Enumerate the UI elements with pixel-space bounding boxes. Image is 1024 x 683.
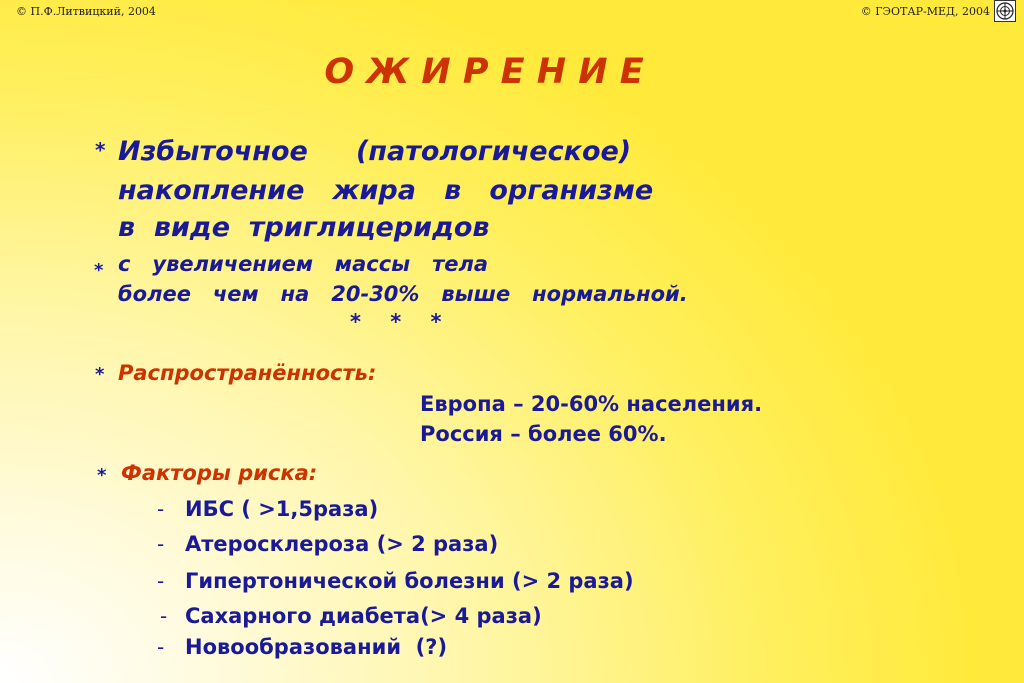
definition-line1-a: Избыточное <box>118 136 308 167</box>
copyright-right: © ГЭОТАР-МЕД, 2004 <box>860 5 990 18</box>
definition-line2: накопление жира в организме <box>118 175 654 206</box>
risk-item-atherosclerosis: Атеросклероза (> 2 раза) <box>185 532 499 556</box>
publisher-logo-icon <box>994 0 1016 22</box>
prevalence-europe: Европа – 20-60% населения. <box>420 392 763 416</box>
prevalence-heading: Распространённость: <box>118 361 377 385</box>
definition-line3: в виде триглицеридов <box>118 212 490 243</box>
slide-title: О Ж И Р Е Н И Е <box>324 52 644 92</box>
risk-item-neoplasms: Новообразований (?) <box>185 635 448 659</box>
bullet-star: * <box>94 260 104 281</box>
risk-heading: Факторы риска: <box>121 461 318 485</box>
risk-item-hypertension: Гипертонической болезни (> 2 раза) <box>185 569 634 593</box>
risk-item-dash: - <box>157 635 165 659</box>
bullet-star: * <box>97 465 107 486</box>
bullet-star: * <box>95 138 106 162</box>
weight-line2: более чем на 20-30% выше нормальной. <box>118 282 688 306</box>
section-divider-stars: * * * <box>350 310 442 334</box>
bullet-star: * <box>95 364 105 385</box>
weight-line1: с увеличением массы тела <box>118 252 489 276</box>
definition-line1-b: (патологическое) <box>356 136 632 167</box>
risk-item-dash: - <box>157 532 165 556</box>
prevalence-russia: Россия – более 60%. <box>420 422 667 446</box>
risk-item-dash: - <box>157 569 165 593</box>
risk-item-ibs: ИБС ( >1,5раза) <box>185 497 379 521</box>
risk-item-dash: - <box>160 604 168 628</box>
risk-item-dash: - <box>157 497 165 521</box>
risk-item-diabetes: Сахарного диабета(> 4 раза) <box>185 604 542 628</box>
copyright-left: © П.Ф.Литвицкий, 2004 <box>16 5 156 18</box>
